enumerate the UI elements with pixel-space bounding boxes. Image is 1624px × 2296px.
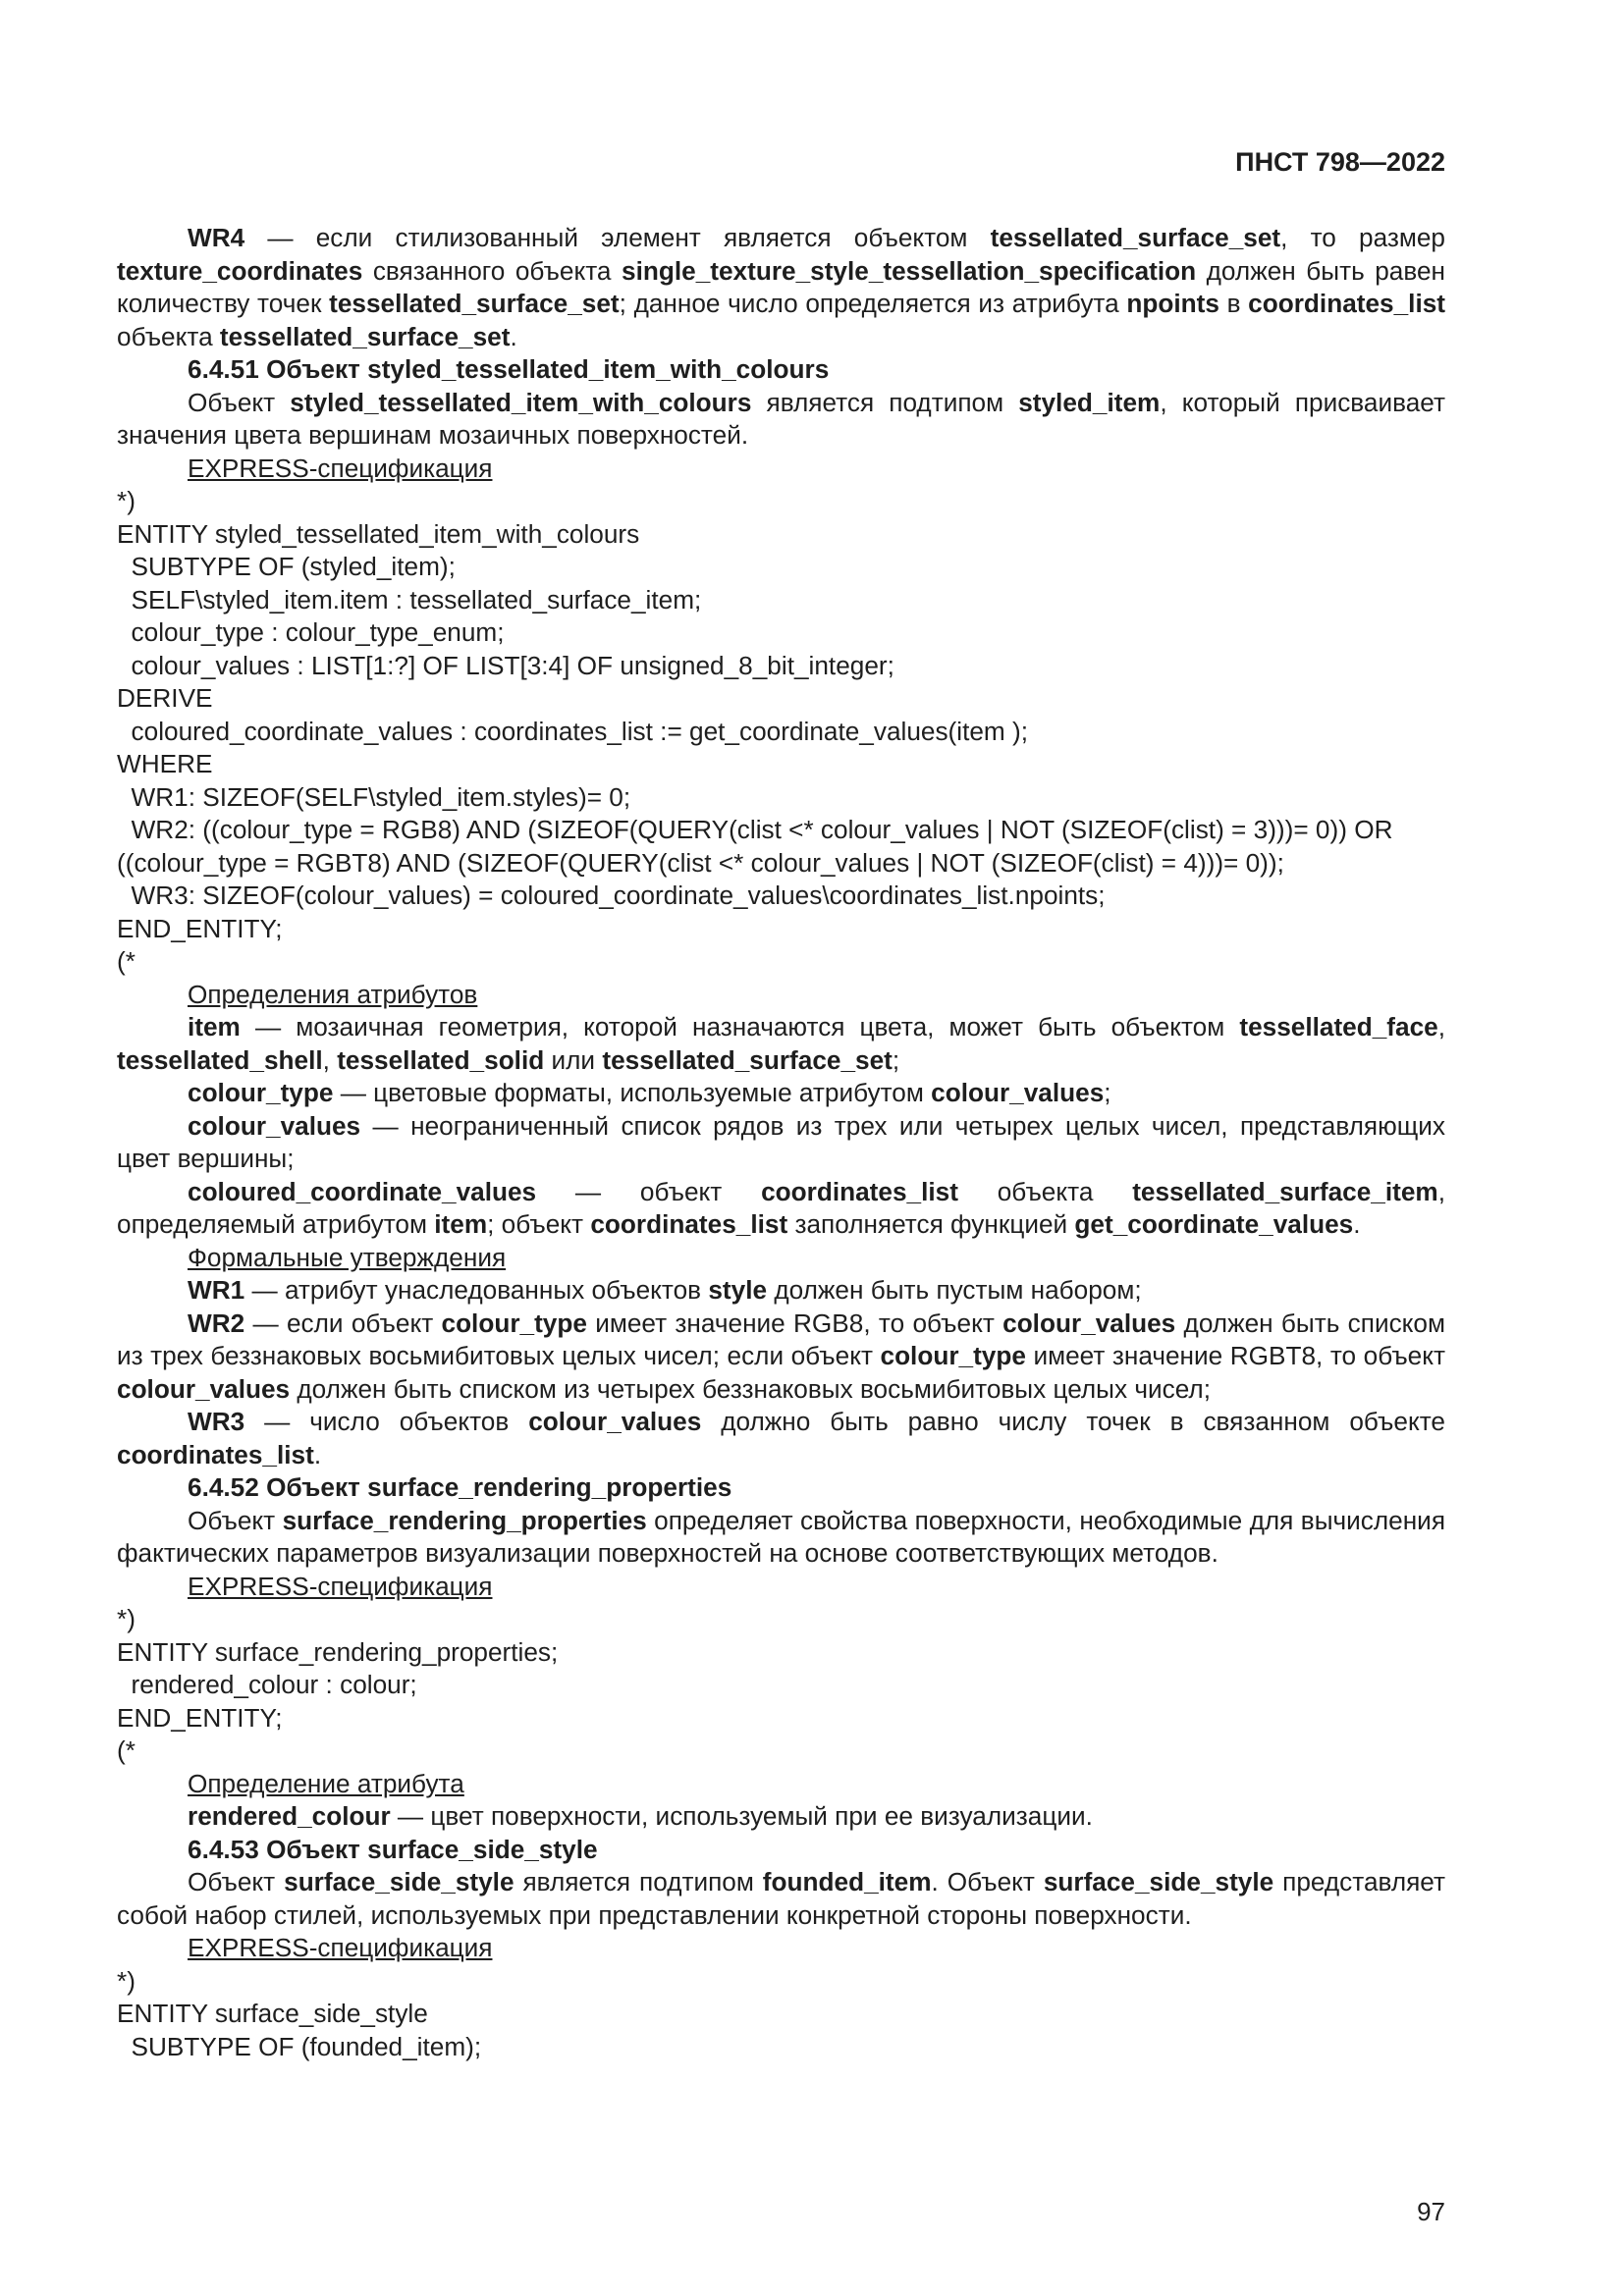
definition-colour-type: colour_type — цветовые форматы, используемые атрибутом colour_values; xyxy=(188,1078,1111,1107)
express-label: EXPRESS-спецификация xyxy=(188,1571,493,1601)
definition-colour-values: colour_values — неограниченный список рядов из трех или четырех целых чисел, представляющих цвет вершины; xyxy=(117,1110,1445,1173)
rule-wr1: WR1 — атрибут унаследованных объектов style должен быть пустым набором; xyxy=(188,1275,1142,1305)
code-line: WR1: SIZEOF(SELF\styled_item.styles)= 0; xyxy=(117,781,631,812)
express-label: EXPRESS-спецификация xyxy=(188,453,493,483)
code-line: WHERE xyxy=(117,749,213,778)
code-line: WR2: ((colour_type = RGB8) AND (SIZEOF(QUERY(clist <* colour_values | NOT (SIZEOF(clist) = 3)))= 0)) OR ((colour_type = RGBT8) AND (SIZEOF(QUERY(clist <* colour_values | NOT (SIZEOF(clist) = 4)))= 0)); xyxy=(117,815,1400,878)
definition-rendered-colour: rendered_colour — цвет поверхности, используемый при ее визуализации. xyxy=(188,1801,1093,1831)
code-line: SUBTYPE OF (founded_item); xyxy=(117,2031,482,2061)
code-line: DERIVE xyxy=(117,683,213,713)
definition-item: item — мозаичная геометрия, которой назначаются цвета, может быть объектом tessellated_face, tessellated_shell, tessellated_solid или tessellated_surface_set; xyxy=(117,1012,1445,1075)
code-block-6-4-51 xyxy=(117,518,1445,946)
code-line: colour_values : LIST[1:?] OF LIST[3:4] OF unsigned_8_bit_integer; xyxy=(117,650,894,680)
paragraph-6-4-53: Объект surface_side_style является подтипом founded_item. Объект surface_side_style представляет собой набор стилей, используемых при представлении конкретной стороны поверхности. xyxy=(117,1867,1445,1930)
code-line: ENTITY surface_rendering_properties; xyxy=(117,1636,559,1667)
code-open-marker: *) xyxy=(117,1965,135,1996)
code-line: WR3: SIZEOF(colour_values) = coloured_coordinate_values\coordinates_list.npoints; xyxy=(117,881,1106,910)
code-line: colour_type : colour_type_enum; xyxy=(117,617,505,647)
code-line: rendered_colour : colour; xyxy=(117,1670,417,1699)
code-block-6-4-53 xyxy=(117,1998,1445,2063)
code-line: END_ENTITY; xyxy=(117,1702,283,1733)
page-number: 97 xyxy=(1417,2197,1445,2226)
section-heading-6-4-52: 6.4.52 Объект surface_rendering_properties xyxy=(188,1472,732,1502)
paragraph-6-4-51: Объект styled_tessellated_item_with_colours является подтипом styled_item, который присваивает значения цвета вершинам мозаичных поверхностей. xyxy=(117,387,1445,450)
code-line: SELF\styled_item.item : tessellated_surface_item; xyxy=(117,584,702,614)
code-close-marker: (* xyxy=(117,946,135,976)
code-line: ENTITY surface_side_style xyxy=(117,1999,428,2028)
code-open-marker: *) xyxy=(117,1604,135,1633)
code-line: coloured_coordinate_values : coordinates_list := get_coordinate_values(item ); xyxy=(117,716,1029,746)
code-close-marker: (* xyxy=(117,1735,135,1765)
section-heading-6-4-53: 6.4.53 Объект surface_side_style xyxy=(188,1834,598,1864)
section-heading-6-4-51: 6.4.51 Объект styled_tessellated_item_with_colours xyxy=(188,354,830,384)
rule-wr2: WR2 — если объект colour_type имеет значение RGB8, то объект colour_values должен быть списком из трех беззнаковых восьмибитовых целых чисел; если объект colour_type имеет значение RGBT8, то объект colour_values должен быть списком из четырех беззнаковых восьмибитовых целых чисел; xyxy=(117,1308,1445,1404)
definition-coloured-coordinate-values: coloured_coordinate_values — объект coordinates_list объекта tessellated_surface_item, определяемый атрибутом item; объект coordinates_list заполняется функцией get_coordinate_values. xyxy=(117,1176,1445,1239)
paragraph-6-4-52: Объект surface_rendering_properties определяет свойства поверхности, необходимые для вычисления фактических параметров визуализации поверхностей на основе соответствующих методов. xyxy=(117,1505,1445,1568)
code-open-marker: *) xyxy=(117,486,135,515)
attribute-definition-label: Определение атрибута xyxy=(188,1768,464,1798)
code-line: END_ENTITY; xyxy=(117,913,283,943)
express-label: EXPRESS-спецификация xyxy=(188,1933,493,1962)
code-line: SUBTYPE OF (styled_item); xyxy=(117,552,456,581)
code-line: ENTITY styled_tessellated_item_with_colours xyxy=(117,518,640,549)
formal-propositions-label: Формальные утверждения xyxy=(188,1242,507,1272)
attribute-definitions-label: Определения атрибутов xyxy=(188,979,478,1009)
rule-wr3: WR3 — число объектов colour_values должно быть равно числу точек в связанном объекте coordinates_list. xyxy=(117,1407,1445,1469)
code-block-6-4-52 xyxy=(117,1636,1445,1735)
page-content xyxy=(117,222,1445,2063)
paragraph-wr4-previous: WR4 — если стилизованный элемент является объектом tessellated_surface_set, то размер texture_coordinates связанного объекта single_texture_style_tessellation_specification должен быть равен количеству точек tessellated_surface_set; данное число определяется из атрибута npoints в coordinates_list объекта tessellated_surface_set. xyxy=(117,223,1446,351)
document-code: ПНСТ 798—2022 xyxy=(1235,147,1445,177)
